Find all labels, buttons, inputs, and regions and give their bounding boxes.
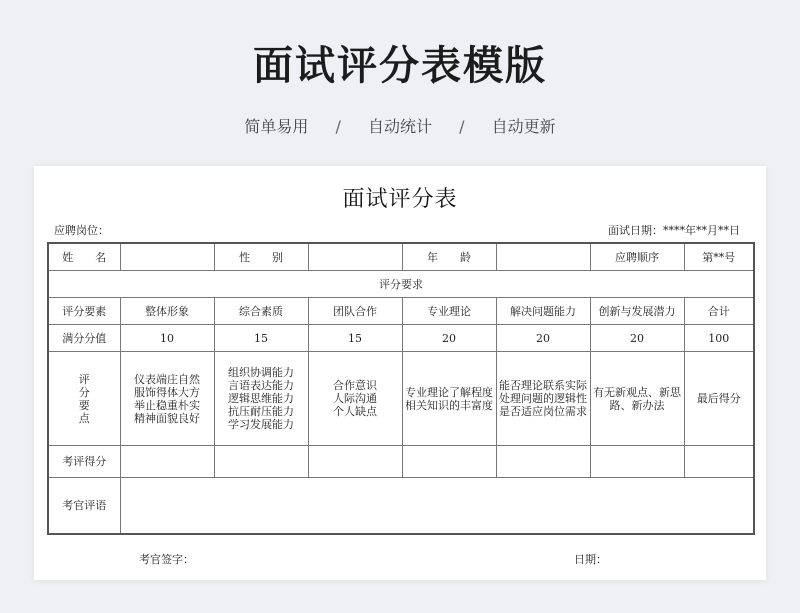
table-row-fullscore: [48, 325, 754, 352]
score-label: 考评得分: [48, 446, 120, 478]
footer-date-label: 日期：: [574, 553, 607, 566]
fullscore-cell: 15: [214, 325, 308, 352]
score-input-cell[interactable]: [120, 446, 214, 478]
fullscore-cell: 20: [402, 325, 496, 352]
table-row-score: [48, 446, 754, 478]
interview-date-label: 面试日期：****年**月**日: [608, 224, 740, 237]
table-row-criteria: [48, 298, 754, 325]
feature-tags: [0, 114, 800, 137]
tag-auto-stats: 自动统计: [367, 117, 432, 136]
criteria-label: 评分要素: [48, 298, 120, 325]
score-input-cell[interactable]: [496, 446, 590, 478]
signature-label: 考官签字：: [139, 553, 194, 566]
fullscore-cell: 100: [684, 325, 754, 352]
order-label: 应聘顺序: [590, 243, 684, 271]
form-title: 面试评分表: [342, 187, 458, 212]
points-cell: 仪表端庄自然 服饰得体大方 举止稳重朴实 精神面貌良好: [120, 352, 214, 446]
gender-value-cell[interactable]: [308, 243, 402, 271]
table-row-comment: [48, 478, 754, 535]
gender-label: 性 别: [214, 243, 308, 271]
points-cell: 有无新观点、新思 路、新办法: [590, 352, 684, 446]
criteria-cell: 合计: [684, 298, 754, 325]
table-row-basic-info: [48, 243, 754, 271]
score-input-cell[interactable]: [590, 446, 684, 478]
criteria-cell: 解决问题能力: [496, 298, 590, 325]
criteria-cell: 整体形象: [120, 298, 214, 325]
comment-label: 考官评语: [48, 478, 120, 535]
tag-auto-update: 自动更新: [491, 117, 556, 136]
page-title: 面试评分表模版: [253, 43, 547, 89]
name-value-cell[interactable]: [120, 243, 214, 271]
points-cell: 组织协调能力 言语表达能力 逻辑思维能力 抗压耐压能力 学习发展能力: [214, 352, 308, 446]
tag-separator: /: [335, 117, 341, 136]
criteria-cell: 创新与发展潜力: [590, 298, 684, 325]
criteria-cell: 团队合作: [308, 298, 402, 325]
position-label: 应聘岗位：: [54, 224, 109, 237]
criteria-cell: 专业理论: [402, 298, 496, 325]
age-value-cell[interactable]: [496, 243, 590, 271]
fullscore-cell: 10: [120, 325, 214, 352]
fullscore-cell: 20: [496, 325, 590, 352]
comment-input-cell[interactable]: [120, 478, 754, 535]
fullscore-cell: 15: [308, 325, 402, 352]
points-cell: 专业理论了解程度 相关知识的丰富度: [402, 352, 496, 446]
scoring-points-label: 评 分 要 点: [48, 352, 120, 446]
tag-separator: /: [459, 117, 465, 136]
tag-easy: 简单易用: [244, 117, 309, 136]
table-row-scoring-points: [48, 352, 754, 446]
points-cell: 合作意识 人际沟通 个人缺点: [308, 352, 402, 446]
order-value[interactable]: 第**号: [684, 243, 754, 271]
criteria-cell: 综合素质: [214, 298, 308, 325]
form-sheet: [34, 166, 766, 580]
score-input-cell[interactable]: [402, 446, 496, 478]
points-cell: 最后得分: [684, 352, 754, 446]
score-input-cell[interactable]: [214, 446, 308, 478]
fullscore-label: 满分分值: [48, 325, 120, 352]
points-cell: 能否理论联系实际 处理问题的逻辑性 是否适应岗位需求: [496, 352, 590, 446]
fullscore-cell: 20: [590, 325, 684, 352]
score-input-cell[interactable]: [308, 446, 402, 478]
age-label: 年 龄: [402, 243, 496, 271]
score-table: [47, 242, 755, 535]
requirements-label: 评分要求: [48, 271, 754, 298]
table-row-requirements: [48, 271, 754, 298]
name-label: 姓 名: [48, 243, 120, 271]
total-score-cell[interactable]: [684, 446, 754, 478]
